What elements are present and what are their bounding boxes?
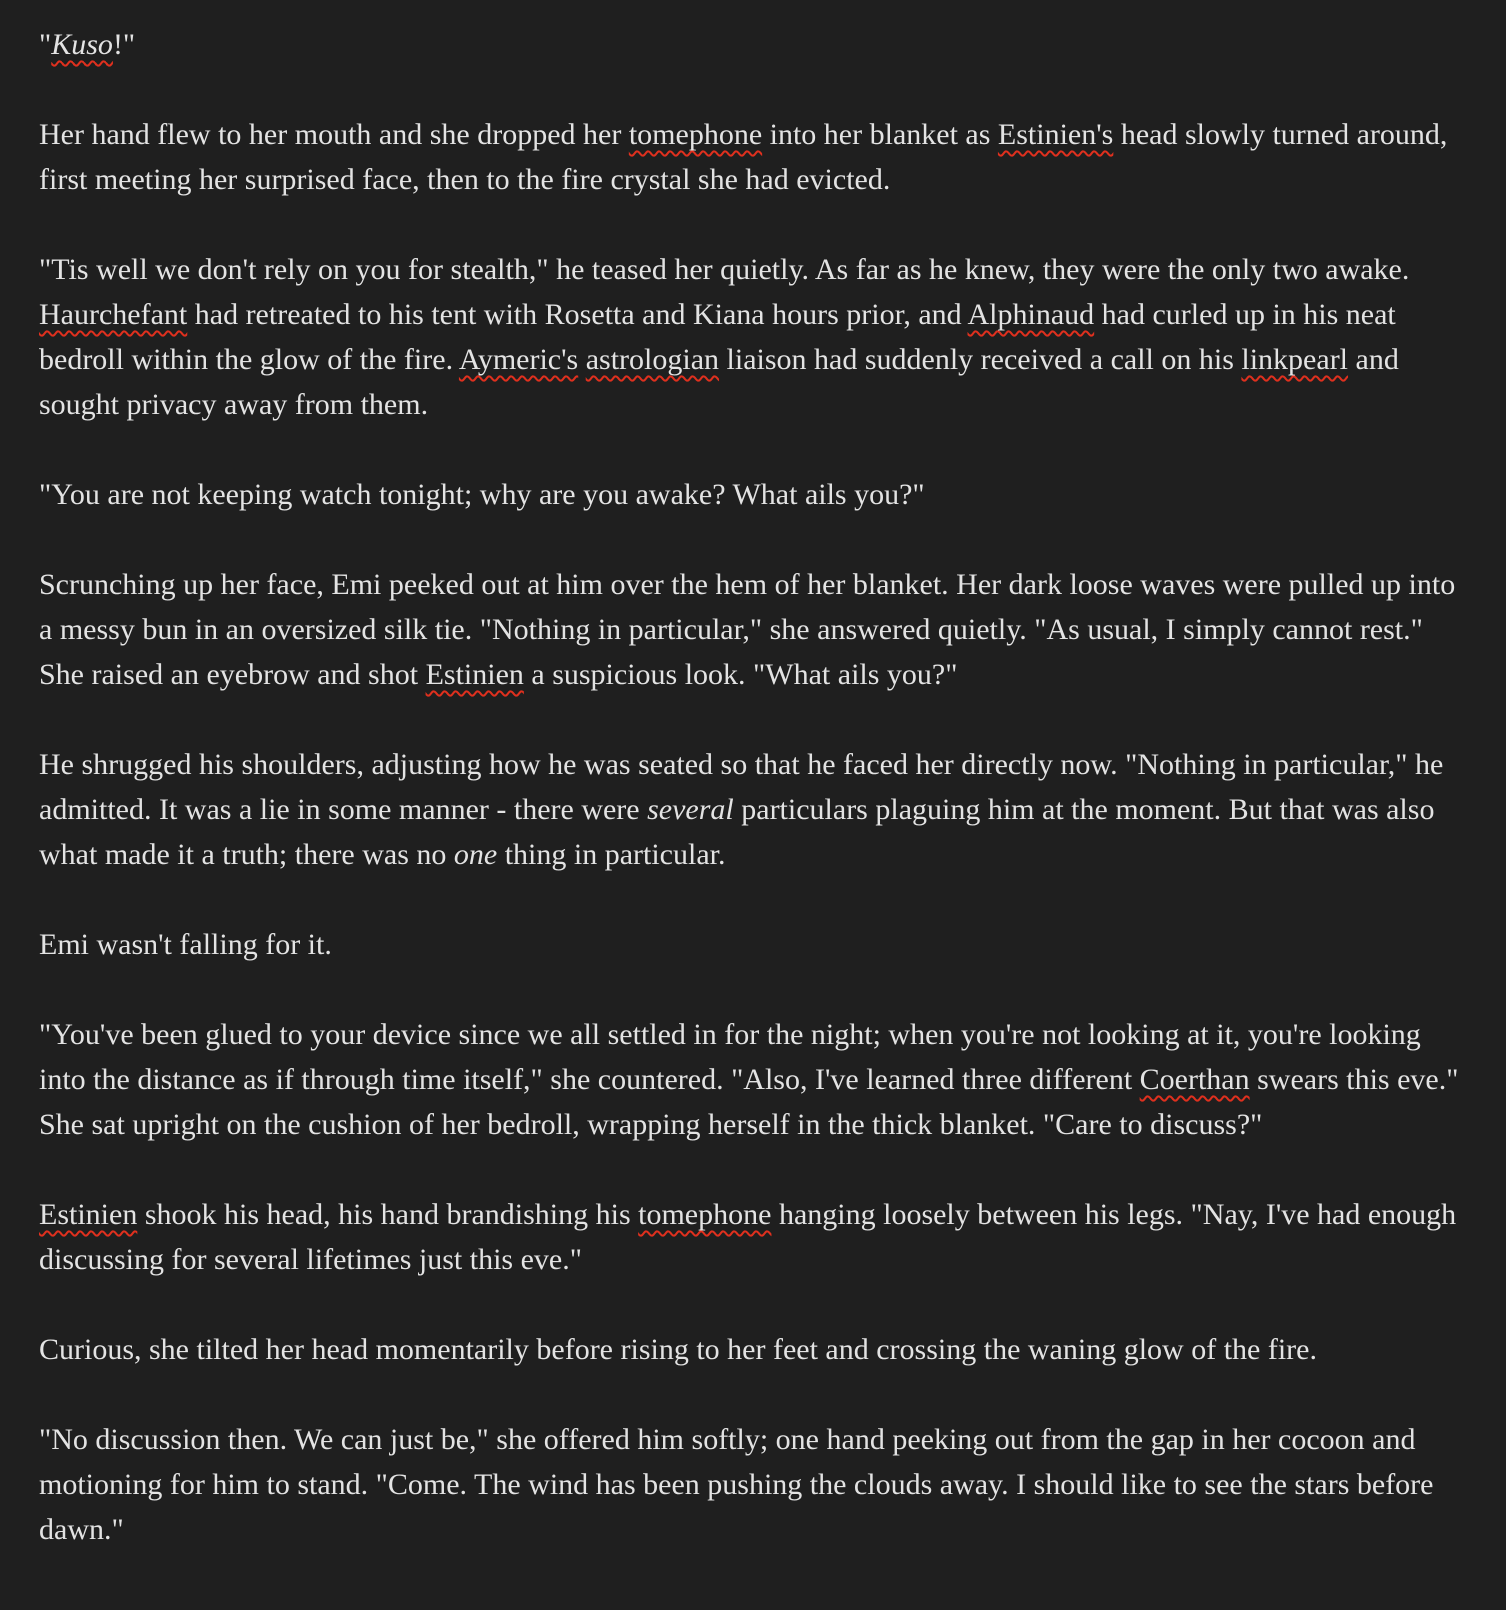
paragraph[interactable] — [39, 22, 1466, 67]
text-run: "You are not keeping watch tonight; why are you awake? What ails you?" — [39, 478, 925, 511]
paragraph[interactable] — [39, 922, 1466, 967]
paragraph[interactable] — [39, 742, 1466, 877]
text-run: and sought privacy away from them. — [39, 343, 1399, 421]
text-run: had retreated to his tent with Rosetta and Kiana hours prior, and — [187, 298, 968, 331]
misspelled-word[interactable]: Aymeric's — [458, 343, 579, 376]
text-run: Emi wasn't falling for it. — [39, 928, 332, 961]
text-run: head slowly turned around, first meeting her surprised face, then to the fire crystal she had evicted. — [39, 118, 1448, 196]
paragraph[interactable] — [39, 562, 1466, 697]
text-run: !" — [112, 28, 136, 61]
misspelled-word[interactable]: linkpearl — [1241, 343, 1349, 376]
text-run: Curious, she tilted her head momentarily before rising to her feet and crossing the waning glow of the fire. — [39, 1333, 1317, 1366]
misspelled-word[interactable]: Estinien's — [997, 118, 1114, 151]
text-run: Scrunching up her face, Emi peeked out at him over the hem of her blanket. Her dark loose waves were pulled up into a messy bun in an oversized silk tie. "Nothing in particular," she answered quietly. "As usual, I simply cannot rest." She raised an eyebrow and shot — [39, 568, 1456, 691]
misspelled-word[interactable]: Alphinaud — [967, 298, 1095, 331]
text-run: thing in particular. — [497, 838, 726, 871]
italic-text: several — [647, 793, 734, 826]
paragraph[interactable] — [39, 472, 1466, 517]
paragraph[interactable] — [39, 1417, 1466, 1552]
paragraph[interactable] — [39, 247, 1466, 427]
text-run: "No discussion then. We can just be," she offered him softly; one hand peeking out from the gap in her cocoon and motioning for him to stand. "Come. The wind has been pushing the clouds away. I should like to see the stars before dawn." — [39, 1423, 1434, 1546]
misspelled-word[interactable]: Estinien — [39, 1198, 138, 1231]
text-run — [578, 343, 586, 376]
paragraph[interactable] — [39, 1327, 1466, 1372]
text-run: swears this eve." She sat upright on the cushion of her bedroll, wrapping herself in the thick blanket. "Care to discuss?" — [39, 1063, 1459, 1141]
text-run: " — [39, 28, 52, 61]
italic-text: one — [453, 838, 498, 871]
text-run: Her hand flew to her mouth and she dropped her — [39, 118, 629, 151]
misspelled-word[interactable]: tomephone — [638, 1198, 772, 1231]
misspelled-word[interactable]: Coerthan — [1139, 1063, 1250, 1096]
text-run: particulars plaguing him at the moment. But that was also what made it a truth; there was no — [39, 793, 1435, 871]
misspelled-word[interactable]: Kuso — [51, 28, 113, 61]
text-run: "You've been glued to your device since we all settled in for the night; when you're not looking at it, you're looking into the distance as if through time itself," she countered. "Also, I've learned three different — [39, 1018, 1421, 1096]
text-run: into her blanket as — [762, 118, 998, 151]
misspelled-word[interactable]: astrologian — [585, 343, 720, 376]
misspelled-word[interactable]: Haurchefant — [39, 298, 188, 331]
paragraph[interactable] — [39, 112, 1466, 202]
text-run: a suspicious look. "What ails you?" — [523, 658, 958, 691]
misspelled-word[interactable]: Estinien — [425, 658, 524, 691]
text-run: "Tis well we don't rely on you for stealth," he teased her quietly. As far as he knew, they were the only two awake. — [39, 253, 1410, 286]
text-run: had curled up in his neat bedroll within the glow of the fire. — [39, 298, 1396, 376]
text-run: shook his head, his hand brandishing his — [137, 1198, 639, 1231]
text-run: He shrugged his shoulders, adjusting how he was seated so that he faced her directly now. "Nothing in particular," he admitted. It was a lie in some manner - there were — [39, 748, 1444, 826]
paragraph[interactable] — [39, 1192, 1466, 1282]
text-run: hanging loosely between his legs. "Nay, I've had enough discussing for several lifetimes just this eve." — [39, 1198, 1457, 1276]
paragraph[interactable] — [39, 1012, 1466, 1147]
text-run: liaison had suddenly received a call on his — [719, 343, 1242, 376]
misspelled-word[interactable]: tomephone — [628, 118, 763, 151]
